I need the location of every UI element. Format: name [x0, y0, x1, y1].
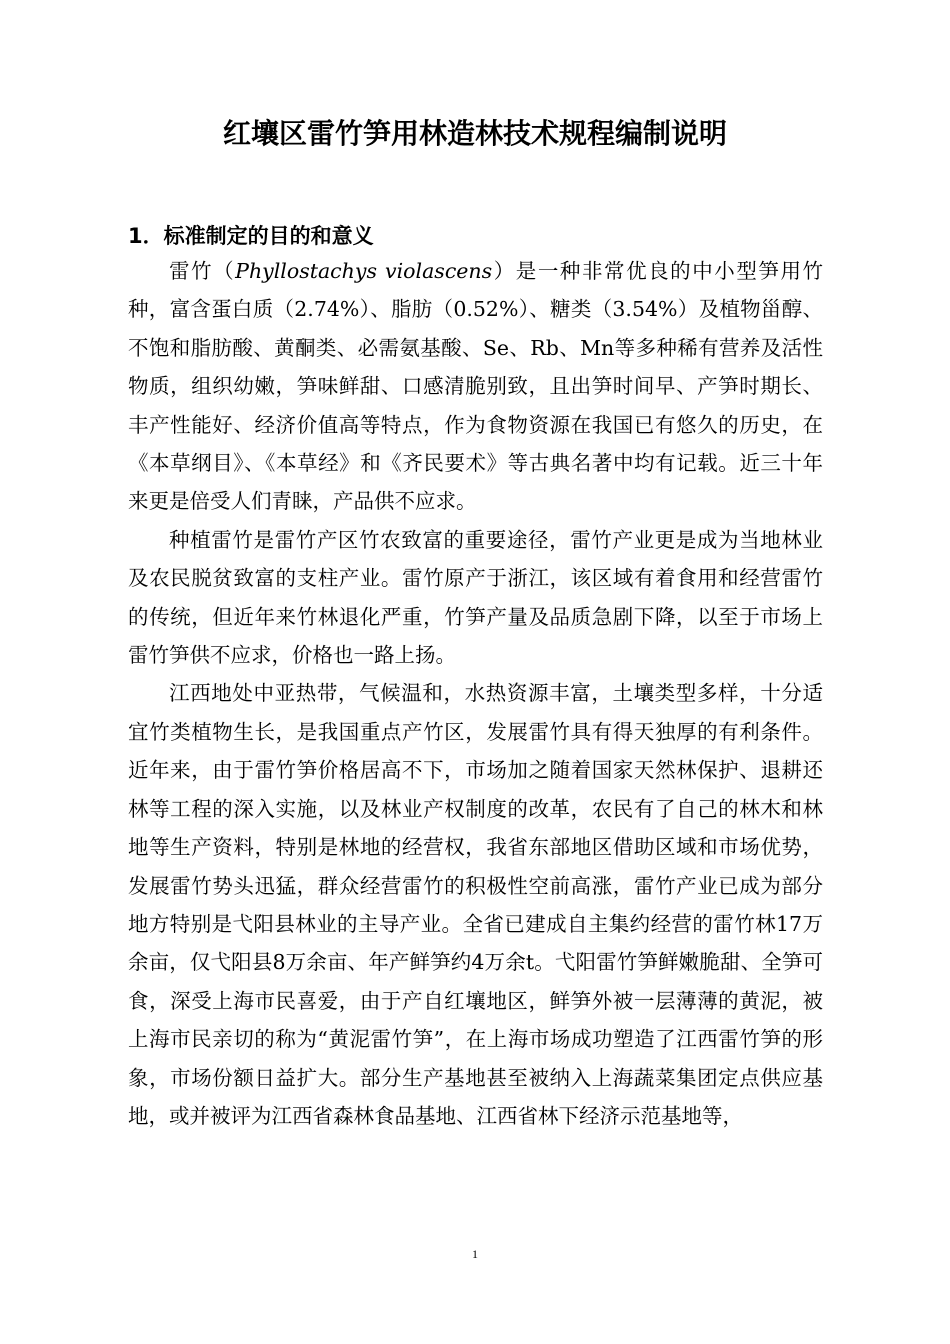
- document-title: 红壤区雷竹笋用林造林技术规程编制说明: [222, 117, 727, 150]
- page-number: 1: [472, 1247, 478, 1261]
- paragraph-1: [128, 252, 823, 521]
- latin-species-name: Phyllostachys violascens: [235, 259, 493, 283]
- paragraph-3: 江西地处中亚热带，气候温和，水热资源丰富，土壤类型多样，十分适宜竹类植物生长，是我国重点产竹区，发展雷竹具有得天独厚的有利条件。近年来，由于雷竹笋价格居高不下，市场加之随着国家天然林保护、退耕还林等工程的深入实施，以及林业产权制度的改革，农民有了自己的林木和林地等生产资料，特别是林地的经营权，我省东部地区借助区域和市场优势，发展雷竹势头迅猛，群众经营雷竹的积极性空前高涨，雷竹产业已成为部分地方特别是弋阳县林业的主导产业。全省已建成自主集约经营的雷竹林17万余亩，仅弋阳县8万余亩、年产鲜笋约4万余t。弋阳雷竹笋鲜嫩脆甜、全笋可食，深受上海市民喜爱，由于产自红壤地区，鲜笋外被一层薄薄的黄泥，被上海市民亲切的称为“黄泥雷竹笋”，在上海市场成功塑造了江西雷竹笋的形象，市场份额日益扩大。部分生产基地甚至被纳入上海蔬菜集团定点供应基地，或并被评为江西省森林食品基地、江西省林下经济示范基地等，: [128, 681, 823, 1128]
- paragraph-2: 种植雷竹是雷竹产区竹农致富的重要途径，雷竹产业更是成为当地林业及农民脱贫致富的支柱产业。雷竹原产于浙江，该区域有着食用和经营雷竹的传统，但近年来竹林退化严重，竹笋产量及品质急剧下降，以至于市场上雷竹笋供不应求，价格也一路上扬。: [128, 527, 823, 668]
- section-body: [128, 252, 823, 1135]
- section-heading: 1．标准制定的目的和意义: [128, 224, 374, 248]
- paragraph-1-rest: ）是一种非常优良的中小型笋用竹种，富含蛋白质（2.74%）、脂肪（0.52%）、糖类（3.54%）及植物甾醇、不饱和脂肪酸、黄酮类、必需氨基酸、Se、Rb、Mn等多种稀有营养及活性物质，组织幼嫩，笋味鲜甜、口感清脆别致，且出笋时间早、产笋时期长、丰产性能好、经济价值高等特点，作为食物资源在我国已有悠久的历史，在《本草纲目》、《本草经》和《齐民要术》等古典名著中均有记载。近三十年来更是倍受人们青睐，产品供不应求。: [128, 259, 824, 514]
- paragraph-1-intro: 雷竹（: [169, 259, 236, 283]
